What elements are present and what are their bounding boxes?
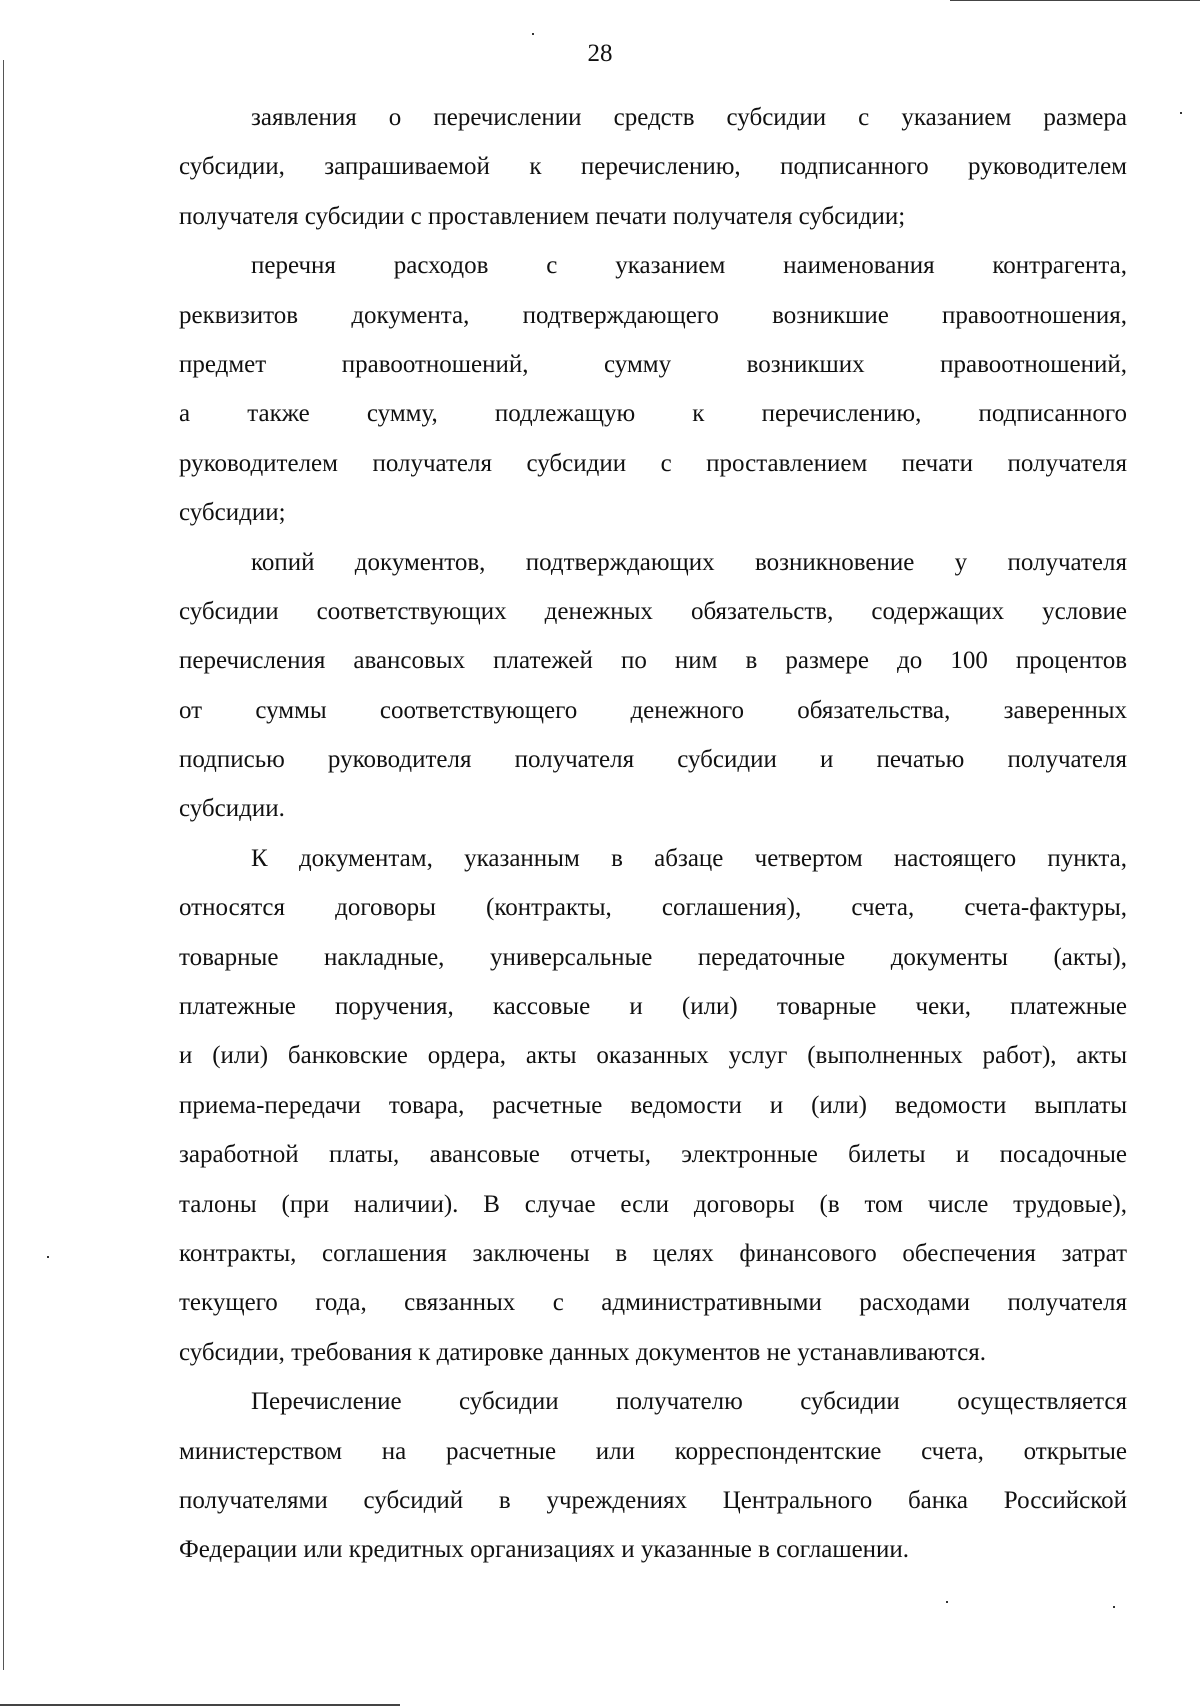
paragraph [179,538,1127,834]
paragraph [179,1377,1127,1575]
text-line: товарные накладные, универсальные передаточные документы (акты), [179,943,1127,971]
text-line: субсидии. [179,795,285,823]
text-line: копий документов, подтверждающих возникновение у получателя [251,548,1127,576]
scan-speck [532,33,534,35]
text-line: платежные поручения, кассовые и (или) товарные чеки, платежные [179,993,1127,1021]
page-number: 28 [587,40,613,67]
text-line: и (или) банковские ордера, акты оказанных услуг (выполненных работ), акты [179,1042,1127,1070]
text-line: руководителем получателя субсидии с проставлением печати получателя [179,449,1127,477]
text-line: Перечисление субсидии получателю субсидии осуществляется [251,1388,1127,1416]
scan-speck [1180,112,1182,114]
text-line: перечня расходов с указанием наименования контрагента, [251,252,1127,280]
text-line: Федерации или кредитных организациях и указанные в соглашении. [179,1536,910,1564]
text-line: относятся договоры (контракты, соглашения), счета, счета-фактуры, [179,894,1127,922]
text-line: текущего года, связанных с административными расходами получателя [179,1289,1127,1317]
text-line: субсидии; [179,499,286,527]
text-line: от суммы соответствующего денежного обязательства, заверенных [179,696,1127,724]
text-line: субсидии соответствующих денежных обязательств, содержащих условие [179,597,1127,625]
scan-speck [47,1256,49,1258]
document-body [179,93,1127,1575]
text-line: а также сумму, подлежащую к перечислению, подписанного [179,400,1127,428]
text-line: заработной платы, авансовые отчеты, электронные билеты и посадочные [179,1141,1127,1169]
text-line: получателя субсидии с проставлением печати получателя субсидии; [179,202,906,230]
scan-edge-top [950,0,1200,1]
paragraph [179,93,1127,241]
text-line: получателями субсидий в учреждениях Центрального банка Российской [179,1486,1127,1514]
text-line: талоны (при наличии). В случае если договоры (в том числе трудовые), [179,1190,1127,1218]
text-line: субсидии, требования к датировке данных документов не устанавливаются. [179,1338,986,1366]
text-line: приема-передачи товара, расчетные ведомости и (или) ведомости выплаты [179,1091,1127,1119]
scan-speck [1113,1606,1115,1608]
paragraph [179,241,1127,537]
scan-edge-left [3,60,4,1670]
scan-speck [946,1601,948,1603]
paragraph [179,834,1127,1377]
text-line: перечисления авансовых платежей по ним в размере до 100 процентов [179,647,1127,675]
text-line: подписью руководителя получателя субсидии и печатью получателя [179,746,1127,774]
text-line: министерством на расчетные или корреспондентские счета, открытые [179,1437,1127,1465]
text-line: заявления о перечислении средств субсидии с указанием размера [251,104,1127,131]
text-line: контракты, соглашения заключены в целях финансового обеспечения затрат [179,1239,1127,1267]
text-line: субсидии, запрашиваемой к перечислению, подписанного руководителем [179,153,1127,181]
text-line: К документам, указанным в абзаце четвертом настоящего пункта, [251,844,1127,872]
text-line: реквизитов документа, подтверждающего возникшие правоотношения, [179,301,1127,329]
scan-edge-bottom [0,1704,400,1706]
text-line: предмет правоотношений, сумму возникших правоотношений, [179,350,1127,378]
